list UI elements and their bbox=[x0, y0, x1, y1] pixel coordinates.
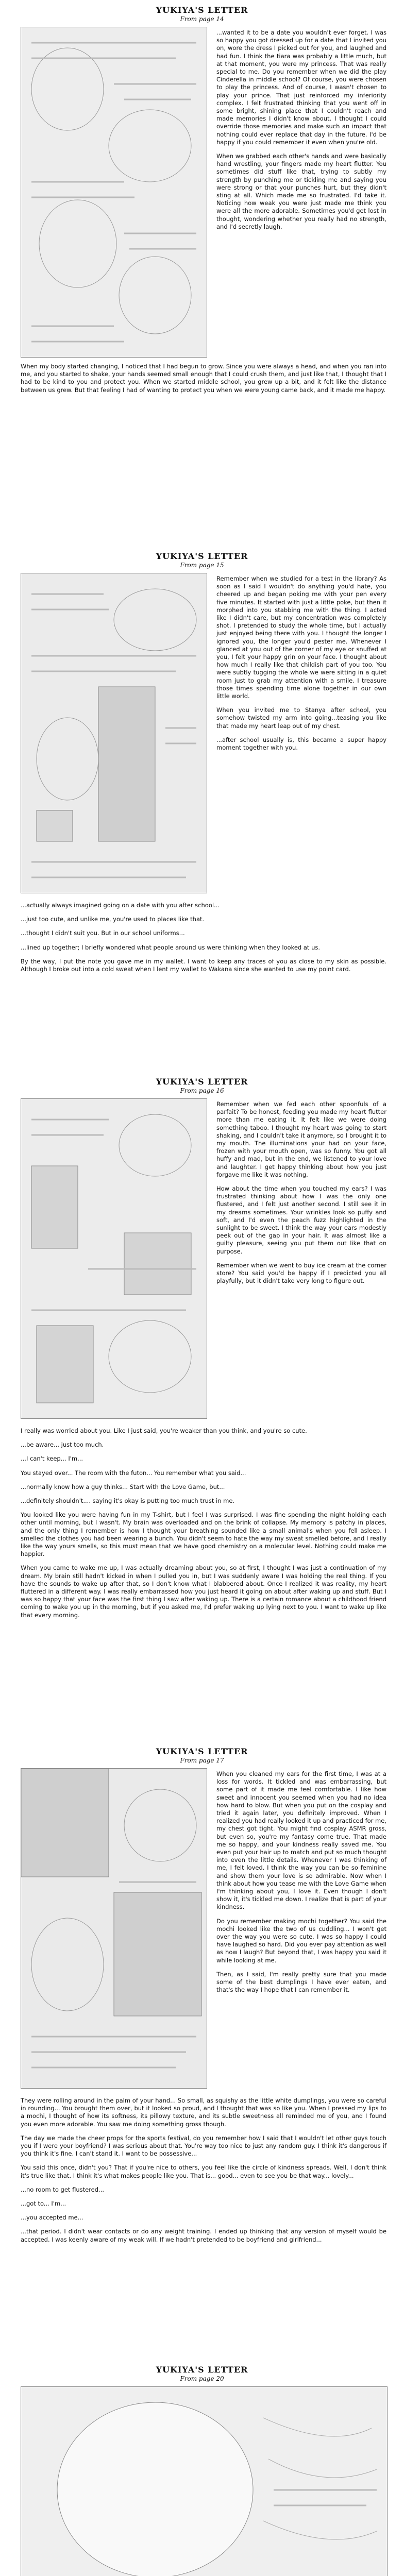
paragraph: You stayed over... The room with the futon... You remember what you said... bbox=[21, 1469, 246, 1477]
section-title: YUKIYA'S LETTER bbox=[156, 551, 248, 561]
section-subtitle: From page 16 bbox=[180, 1087, 224, 1094]
paragraph: By the way, I put the note you gave me in my wallet. I want to keep any traces of you as close to my skin as possible. Although I broke out into a cold sweat when I lent my wallet to Wakana since she wanted to use my point card. bbox=[21, 957, 386, 973]
letter-side-text bbox=[216, 1770, 386, 2000]
paragraph: You looked like you were having fun in my T-shirt, but I feel I was surprised. I was fine spending the night holding each other until morning, but I wasn't. My brain was overloaded and on the brink of collapse. My memory is patchy in places, and the only thing I remember is how I thought your breathing sounded like a small animal's when you fell asleep. I smelled the clothes you had been wearing a bunch. You didn't seem to hate the way my sweat smelled before, and I really like the way yours smells, so this must mean that we have good chemistry on a molecular level. Nothing could make me happier. bbox=[21, 1511, 386, 1558]
letter-section-5 bbox=[0, 2360, 404, 2576]
letter-side-text bbox=[216, 29, 386, 237]
paragraph: ...be aware... just too much. bbox=[21, 1441, 104, 1449]
section-subtitle: From page 14 bbox=[180, 15, 224, 23]
section-title: YUKIYA'S LETTER bbox=[156, 1077, 248, 1087]
paragraph: When you cleaned my ears for the first time, I was at a loss for words. It tickled and was embarrassing, but some part of it made me feel comfortable. I like how sweet and innocent you seemed when you had no idea how hard to blow. But when you put on the cosplay and tried it again later, you definitely improved. When I realized you had really looked it up and practiced for me, my chest got tight. You might find cosplay ASMR gross, but even so, you're my fantasy come true. That made me so happy, and your kindness really saved me. You even put your hair up to match and put so much thought into even the little details. Whenever I was thinking of me, I felt loved. I think the way you can be so feminine and show them your love is so admirable. Now when I think about how you tease me with the Love Game when I'm thinking about you, I love it. Even though I don't show it, it's tickled me down. I realize that is part of your kindness. bbox=[216, 1770, 386, 1911]
manga-page-illustration bbox=[21, 1098, 207, 1419]
paragraph: ...definitely shouldn't.... saying it's okay is putting too much trust in me. bbox=[21, 1497, 235, 1505]
letter-full-text bbox=[21, 363, 386, 400]
paragraph: ...actually always imagined going on a date with you after school... bbox=[21, 902, 220, 909]
paragraph: ...wanted it to be a date you wouldn't ever forget. I was so happy you got dressed up for a date that I invited you on, wore the dress I picked out for you, and laughed and had fun. I think the tiara was probably a little much, but at that moment, you were my princess. That was really special to me. Do you remember when we did the play Cinderella in middle school? Of course, you were chosen to play the princess. And of course, I wasn't chosen to play your prince. That just reinforced my inferiority complex. I felt frustrated thinking that you went off in some bright, shining place that I couldn't reach and made memories I didn't know about. I thought I could override those memories and make such an impact that nothing could ever replace that day in the future. I'd be happy if you could remember it even when you're old. bbox=[216, 29, 386, 146]
manga-page-illustration bbox=[21, 2386, 388, 2576]
paragraph: When we grabbed each other's hands and were basically hand wrestling, your fingers made my heart flutter. You sometimes did stuff like that, trying to subtly my strength by punching me or tickling me and saying you were strong or that your punches hurt, but they didn't sting at all. Which made me so frustrated. I'd take it. Noticing how weak you were just made me think you were all the more adorable. Sometimes you'd get lost in thought, wondering whether you really had no strength, and I'd secretly laugh. bbox=[216, 152, 386, 230]
paragraph: Remember when we fed each other spoonfuls of a parfait? To be honest, feeding you made my heart flutter more than me eating it. It felt like we were doing something taboo. I thought my heart was going to start shaking, and I couldn't take it anymore, so I brought it to my mouth. The illuminations your had on your face, frozen with your mouth open, was so funny. You got all huffy and mad, but in the end, we listened to your love and laughter. I get happy thinking about how you just forgave me like it was nothing. bbox=[216, 1100, 386, 1178]
paragraph: I really was worried about you. Like I just said, you're weaker than you think, and you're so cute. bbox=[21, 1427, 307, 1434]
paragraph: Remember when we went to buy ice cream at the corner store? You said you'd be happy if I predicted you all playfully, but it didn't take very long to figure out. bbox=[216, 1261, 386, 1285]
section-subtitle: From page 15 bbox=[180, 562, 224, 569]
letter-full-text bbox=[21, 2097, 386, 2250]
letter-side-text bbox=[216, 575, 386, 758]
paragraph: You said this once, didn't you? That if you're nice to others, you feel like the circle of kindness spreads. Well, I don't think it's true like that. I think it's what makes people like you. That is... good... even to see you be that way... lovely... bbox=[21, 2164, 386, 2179]
paragraph: ...I can't keep... I'm... bbox=[21, 1455, 83, 1463]
paragraph: When you invited me to Stanya after school, you somehow twisted my arm into going...teasing you like that made my heart leap out of my chest. bbox=[216, 706, 386, 730]
paragraph: ...after school usually is, this became a super happy moment together with you. bbox=[216, 736, 386, 752]
letter-section-2 bbox=[0, 546, 404, 1061]
letter-side-text bbox=[216, 1100, 386, 1291]
manga-page-illustration bbox=[21, 573, 207, 893]
paragraph: ...no room to get flustered... bbox=[21, 2185, 105, 2193]
manga-page-illustration bbox=[21, 27, 207, 358]
paragraph: ...thought I didn't suit you. But in our school uniforms... bbox=[21, 929, 185, 937]
letter-section-3 bbox=[0, 1072, 404, 1731]
section-subtitle: From page 20 bbox=[180, 2375, 224, 2382]
paragraph: ...that period. I didn't wear contacts or do any weight training. I ended up thinking that any version of myself would be accepted. I was keenly aware of my weak will. If we hadn't pretended to be boyfriend and girlfriend... bbox=[21, 2228, 386, 2243]
paragraph: Do you remember making mochi together? You said the mochi looked like the two of us cuddling... I won't get over the way you were so cute. I was so happy I could have laughed so hard. Did you ever pay attention as well as how I laugh? But beyond that, I was happy you said it while looking at me. bbox=[216, 1917, 386, 1964]
paragraph: ...got to... I'm... bbox=[21, 2200, 66, 2208]
section-title: YUKIYA'S LETTER bbox=[156, 5, 248, 15]
letter-full-text bbox=[21, 1427, 386, 1625]
paragraph: Then, as I said, I'm really pretty sure that you made some of the best dumplings I have ever eaten, and that's the way I hope that I can remember it. bbox=[216, 1970, 386, 1994]
paragraph: When you came to wake me up, I was actually dreaming about you, so at first, I thought I was just a continuation of my dream. My brain still hadn't kicked in when I pulled you in, but I was suddenly aware I was holding the real thing. If you have the sounds to wake up after that, so I don't know what I blabbered about. Once I realized it was reality, my heart fluttered in a different way. I was really embarrassed how you just heard it going on about after waking up and stuff. But I was so happy that your face was the first thing I saw after waking up. There is a certain romance about a childhood friend coming to wake you up in the morning, but if you asked me, I'd prefer waking up lying next to you. I want to wake up like that every morning. bbox=[21, 1564, 386, 1619]
paragraph: ...just too cute, and unlike me, you're used to places like that. bbox=[21, 916, 205, 923]
paragraph: ...normally know how a guy thinks... Start with the Love Game, but... bbox=[21, 1483, 225, 1490]
paragraph: Remember when we studied for a test in the library? As soon as I said I wouldn't do anything you'd hate, you cheered up and began poking me with your pen every five minutes. It started with just a little poke, but then it morphed into you stabbing me with the thing. I acted like I didn't care, but my concentration was completely shot. I pretended to study the whole time, but I actually just enjoyed being there with you. I thought the longer I ignored you, the longer you'd pester me. Whenever I glanced at you out of the corner of my eye or snuffed at you, I felt your happy grin on your face. I thought about how much I really like that childish part of you too. You were subtly tugging the whole we were sitting in a quiet room just to grab my attention with a smile. I treasure those times spending time alone together in our own little world. bbox=[216, 575, 386, 700]
manga-page-illustration bbox=[21, 1768, 207, 2089]
paragraph: How about the time when you touched my ears? I was frustrated thinking about how I was the only one flustered, and I felt just another second. I still see it in my dreams sometimes. Your wrinkles look so puffy and soft, and I'd even the peach fuzz highlighted in the sunlight to be sweet. I think the way your ears modestly peek out of the gap in your hair. It was almost like a guilty pleasure, seeing you put them out like that on purpose. bbox=[216, 1185, 386, 1255]
letter-section-4 bbox=[0, 1741, 404, 2349]
paragraph: They were rolling around in the palm of your hand... So small, as squishy as the little white dumplings, you were so careful in rounding... You brought them over, but it looked so proud, and I thought that was so like you. When I pressed my lips to a mochi, I thought of how its softness, its pillowy texture, and its subtle sweetness all reminded me of you, and I found you even more adorable. You saw me doing something gross though. bbox=[21, 2097, 386, 2128]
section-title: YUKIYA'S LETTER bbox=[156, 2365, 248, 2375]
section-subtitle: From page 17 bbox=[180, 1757, 224, 1764]
paragraph: ...you accepted me... bbox=[21, 2214, 83, 2222]
letter-full-text bbox=[21, 902, 386, 979]
paragraph: When my body started changing, I noticed that I had begun to grow. Since you were always a head, and when you ran into me, and you started to shake, your hands seemed small enough that I could crush them, and just like that, I thought that I had to be kind to you and protect you. When we started middle school, you grew up a bit, and it felt like the distance between us grew. But that feeling I had of wanting to protect you when we were young came back, and it made me happy. bbox=[21, 363, 386, 394]
paragraph: ...lined up together; I briefly wondered what people around us were thinking when they looked at us. bbox=[21, 943, 321, 951]
letter-section-1 bbox=[0, 0, 404, 536]
section-title: YUKIYA'S LETTER bbox=[156, 1747, 248, 1756]
paragraph: The day we made the cheer props for the sports festival, do you remember how I said that I wouldn't let other guys touch you if I were your boyfriend? I was serious about that. You're way too nice to just any random guy. I think it's dangerous if you think it's fine. I can't stand it. I want to be possessive... bbox=[21, 2134, 386, 2158]
